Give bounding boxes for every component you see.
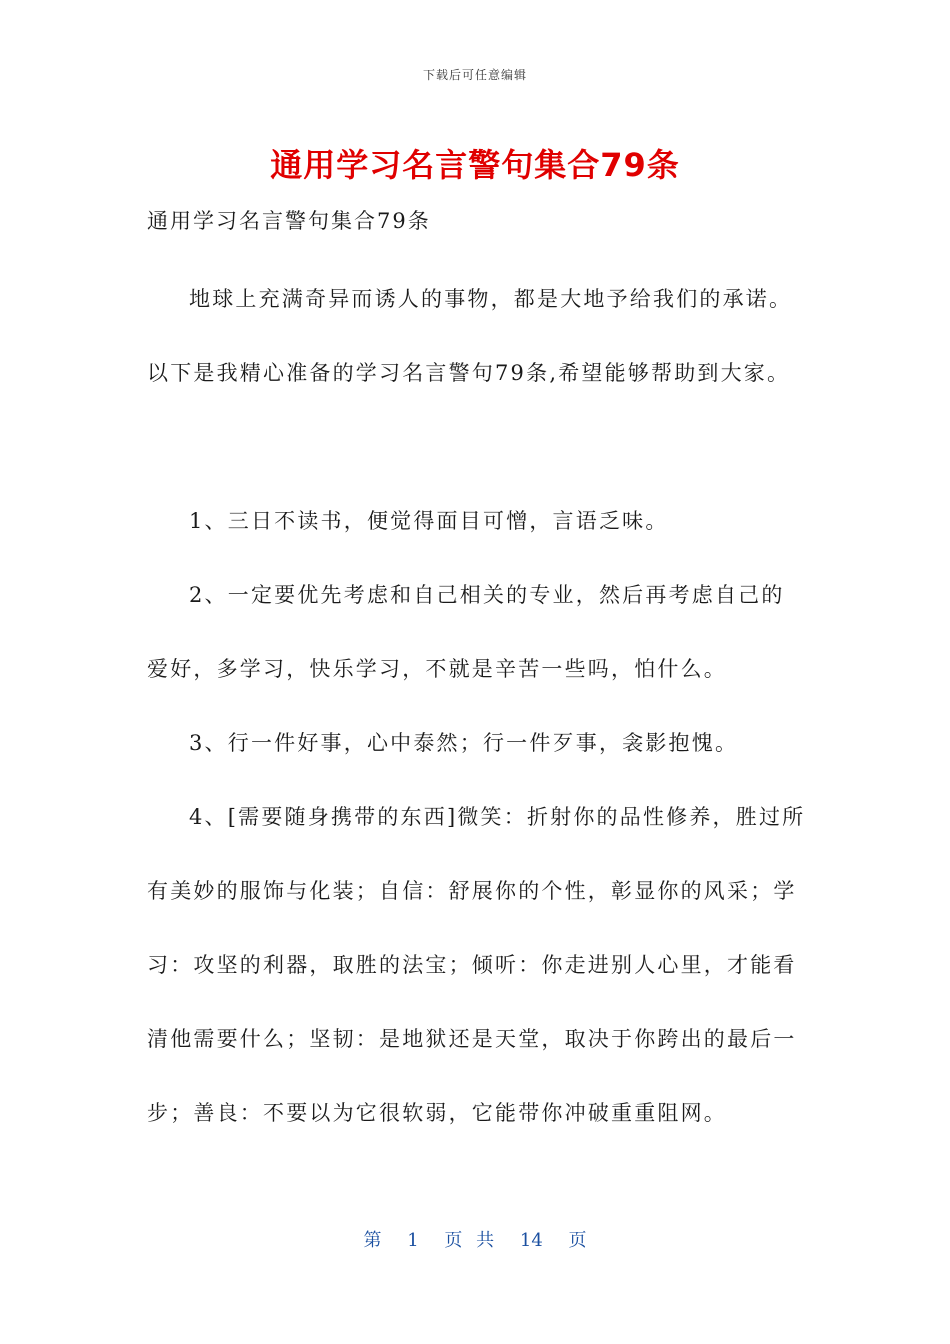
footer-suffix: 页 bbox=[568, 1230, 587, 1251]
subtitle: 通用学习名言警句集合79条 bbox=[147, 209, 431, 233]
footer-prefix: 第 bbox=[363, 1230, 382, 1251]
quote-item: 2、一定要优先考虑和自己相关的专业，然后再考虑自己的爱好，多学习，快乐学习，不就是辛苦一些吗，怕什么。 bbox=[147, 583, 785, 681]
page-footer bbox=[0, 1226, 950, 1252]
quote-item: 4、[需要随身携带的东西]微笑：折射你的品性修养，胜过所有美妙的服饰与化装；自信：舒展你的个性，彰显你的风采；学习：攻坚的利器，取胜的法宝；倾听：你走进别人心里，才能看清他需要什么；坚韧：是地狱还是天堂，取决于你跨出的最后一步；善良：不要以为它很软弱，它能带你冲破重重阻网。 bbox=[147, 805, 806, 1125]
quote-item: 3、行一件好事，心中泰然；行一件歹事，衾影抱愧。 bbox=[189, 731, 739, 755]
footer-page-number: 1 bbox=[407, 1230, 419, 1251]
header-note: 下载后可任意编辑 bbox=[422, 68, 527, 82]
document-body bbox=[147, 262, 807, 1150]
page-title: 通用学习名言警句集合79条 bbox=[270, 146, 680, 184]
footer-total-pages: 14 bbox=[519, 1230, 543, 1251]
paragraph-gap bbox=[147, 410, 807, 484]
intro-paragraph: 地球上充满奇异而诱人的事物，都是大地予给我们的承诺。以下是我精心准备的学习名言警句79条,希望能够帮助到大家。 bbox=[147, 287, 793, 385]
footer-middle: 页 共 bbox=[444, 1230, 495, 1251]
quote-item: 1、三日不读书，便觉得面目可憎，言语乏味。 bbox=[189, 509, 669, 533]
